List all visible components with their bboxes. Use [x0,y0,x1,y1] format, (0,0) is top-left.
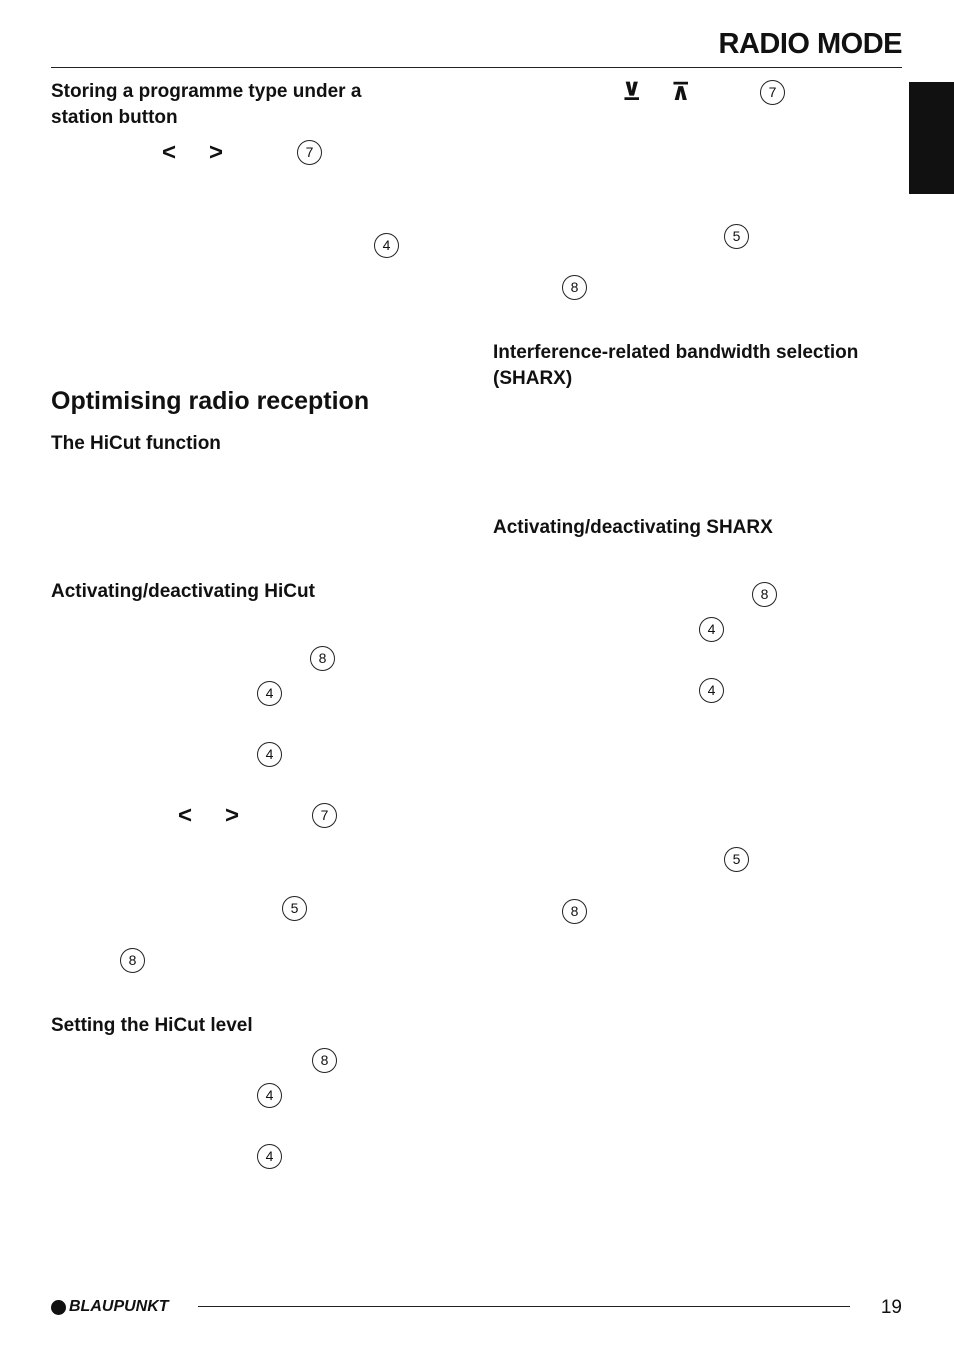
button-ref-8: 8 [752,582,777,607]
left-arrow-icon: < [178,802,193,829]
button-ref-5: 5 [724,847,749,872]
button-ref-7: 7 [312,803,337,828]
button-ref-8: 8 [562,275,587,300]
hicut-function-heading: The HiCut function [51,433,221,454]
page-title: RADIO MODE [718,28,902,60]
left-arrow-icon: < [162,139,177,166]
storing-heading-line2: station button [51,107,178,128]
sharx-heading-line2: (SHARX) [493,368,573,389]
page-number: 19 [880,1297,902,1318]
footer-rule [198,1306,850,1307]
button-ref-8: 8 [120,948,145,973]
button-ref-4: 4 [699,617,724,642]
button-ref-8: 8 [312,1048,337,1073]
button-ref-5: 5 [724,224,749,249]
button-ref-4: 4 [374,233,399,258]
button-ref-4: 4 [257,681,282,706]
sharx-heading-line1: Interference-related bandwidth selection [493,342,859,363]
right-arrow-icon: > [225,802,240,829]
button-ref-8: 8 [562,899,587,924]
button-ref-4: 4 [699,678,724,703]
activate-hicut-heading: Activating/deactivating HiCut [51,581,315,602]
brand-logo [51,1298,169,1316]
setting-hicut-heading: Setting the HiCut level [51,1015,253,1036]
sharx-heading [493,340,858,392]
section-tab-marker [909,82,954,194]
storing-heading-line1: Storing a programme type under a [51,81,362,102]
button-ref-7: 7 [760,80,785,105]
logo-dot-icon [51,1300,66,1315]
right-arrow-icon: > [209,139,224,166]
storing-heading [51,79,361,131]
button-ref-7: 7 [297,140,322,165]
button-ref-8: 8 [310,646,335,671]
brand-name: BLAUPUNKT [69,1298,169,1315]
optimising-heading: Optimising radio reception [51,387,370,415]
down-arrow-icon: ⊻ [622,79,642,106]
button-ref-4: 4 [257,742,282,767]
button-ref-4: 4 [257,1144,282,1169]
button-ref-5: 5 [282,896,307,921]
button-ref-4: 4 [257,1083,282,1108]
activate-sharx-heading: Activating/deactivating SHARX [493,517,773,538]
up-arrow-icon: ⊼ [671,79,691,106]
header-rule [51,67,902,68]
